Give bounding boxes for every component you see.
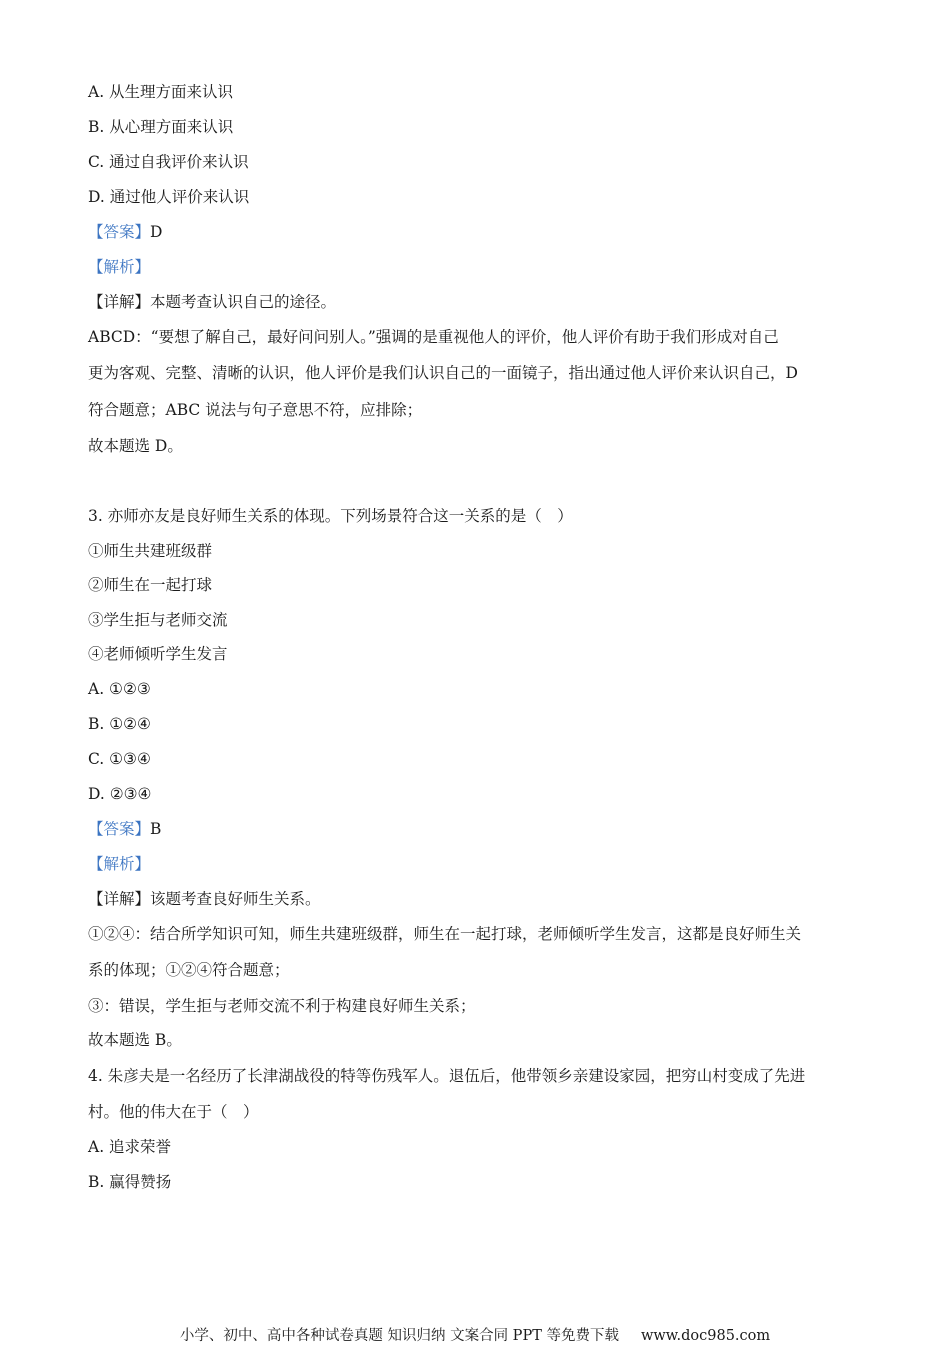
q3-item: ③学生拒与老师交流 bbox=[88, 611, 228, 629]
q2-option-b: B. 从心理方面来认识 bbox=[88, 118, 234, 136]
footer-text: 小学、初中、高中各种试卷真题 知识归纳 文案合同 PPT 等免费下载 bbox=[179, 1328, 619, 1344]
q3-stem: 3. 亦师亦友是良好师生关系的体现。下列场景符合这一关系的是（ ） bbox=[88, 507, 573, 525]
q2-explanation-line: 符合题意；ABC 说法与句子意思不符，应排除； bbox=[88, 401, 423, 419]
page-footer bbox=[0, 1324, 950, 1345]
q2-explanation-line: 更为客观、完整、清晰的认识，他人评价是我们认识自己的一面镜子，指出通过他人评价来认识自己，D bbox=[88, 364, 798, 382]
q2-answer bbox=[88, 222, 862, 242]
detail-tag: 【详解】 bbox=[88, 293, 151, 311]
detail-text: 本题考查认识自己的途径。 bbox=[150, 293, 337, 311]
detail-text: 该题考查良好师生关系。 bbox=[150, 890, 321, 908]
q3-item: ②师生在一起打球 bbox=[88, 576, 213, 594]
q3-option-b: B. ①②④ bbox=[88, 715, 151, 733]
q2-detail bbox=[88, 292, 862, 312]
answer-tag: 【答案】 bbox=[88, 820, 151, 838]
q4-stem-line: 4. 朱彦夫是一名经历了长津湖战役的特等伤残军人。退伍后，他带领乡亲建设家园，把穷山村变成了先进 bbox=[88, 1067, 806, 1085]
q3-item: ①师生共建班级群 bbox=[88, 542, 213, 560]
q2-option-c: C. 通过自我评价来认识 bbox=[88, 153, 249, 171]
q4-option-a: A. 追求荣誉 bbox=[88, 1138, 172, 1156]
footer-url[interactable]: www.doc985.com bbox=[640, 1328, 771, 1344]
q2-option-a: A. 从生理方面来认识 bbox=[88, 83, 234, 101]
answer-value: D bbox=[150, 223, 163, 241]
q3-explanation-line: 系的体现；①②④符合题意； bbox=[88, 961, 290, 979]
q3-option-a: A. ①②③ bbox=[88, 680, 151, 698]
q3-option-d: D. ②③④ bbox=[88, 785, 152, 803]
answer-tag: 【答案】 bbox=[88, 223, 151, 241]
q2-analysis-tag: 【解析】 bbox=[88, 258, 151, 276]
q4-option-b: B. 赢得赞扬 bbox=[88, 1173, 172, 1191]
q3-analysis-tag: 【解析】 bbox=[88, 855, 151, 873]
q3-item: ④老师倾听学生发言 bbox=[88, 645, 228, 663]
detail-tag: 【详解】 bbox=[88, 890, 151, 908]
q3-explanation-line: ①②④：结合所学知识可知，师生共建班级群，师生在一起打球，老师倾听学生发言，这都是良好师生关 bbox=[88, 925, 802, 943]
q2-explanation-line: ABCD：“要想了解自己，最好问问别人。”强调的是重视他人的评价，他人评价有助于我们形成对自己 bbox=[88, 328, 779, 346]
answer-value: B bbox=[150, 820, 162, 838]
q2-option-d: D. 通过他人评价来认识 bbox=[88, 188, 250, 206]
q4-stem-line: 村。他的伟大在于（ ） bbox=[88, 1103, 259, 1121]
q3-conclusion: 故本题选 B。 bbox=[88, 1031, 182, 1049]
q3-option-c: C. ①③④ bbox=[88, 750, 151, 768]
q2-conclusion: 故本题选 D。 bbox=[88, 437, 183, 455]
q3-detail bbox=[88, 889, 862, 909]
q3-answer bbox=[88, 819, 862, 839]
q3-explanation-line: ③：错误，学生拒与老师交流不利于构建良好师生关系； bbox=[88, 997, 476, 1015]
